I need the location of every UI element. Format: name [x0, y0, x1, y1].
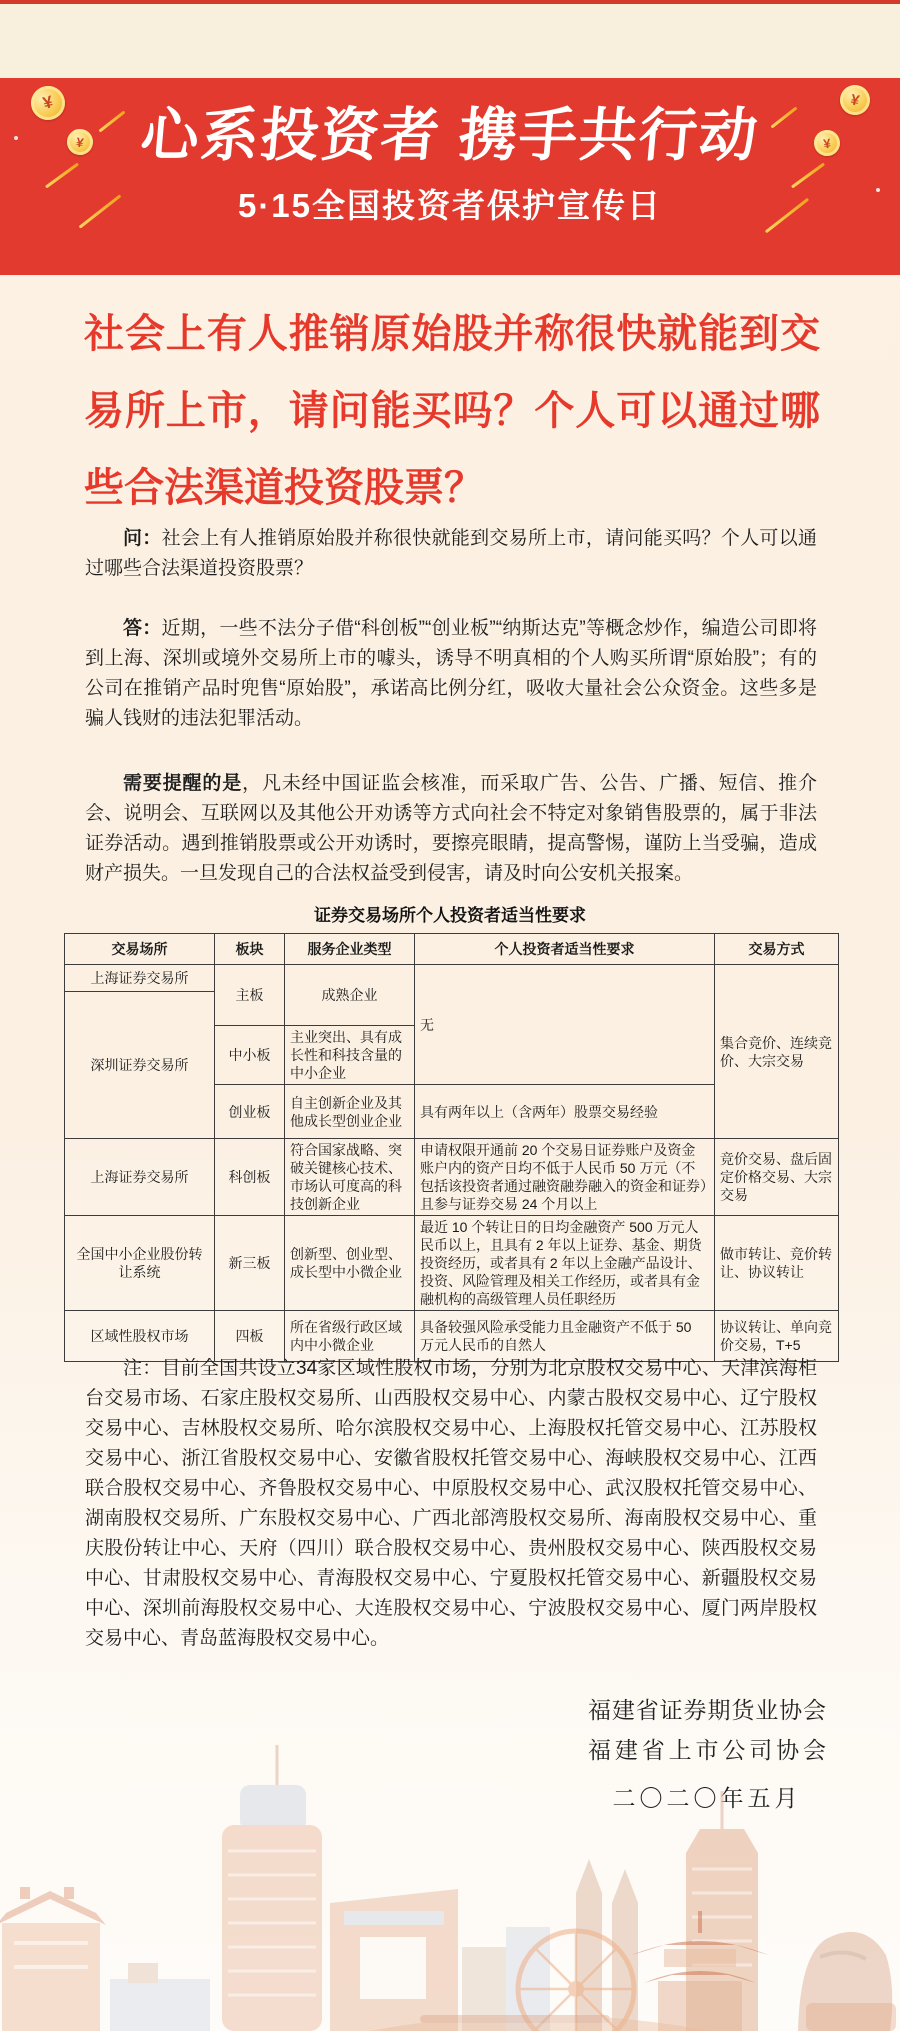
reminder-label: 需要提醒的是 — [123, 773, 243, 794]
header-investor-requirement: 个人投资者适当性要求 — [415, 934, 715, 965]
banner-title: 心系投资者 携手共行动 — [138, 103, 762, 168]
cell-regional-type: 所在省级行政区域内中小微企业 — [285, 1311, 415, 1362]
suitability-table — [64, 933, 839, 1362]
cell-gem-board: 创业板 — [215, 1085, 285, 1139]
cell-sme-board: 中小板 — [215, 1026, 285, 1085]
sparkle-dot — [876, 188, 880, 192]
cell-sme-type: 主业突出、具有成长性和科技含量的中小企业 — [285, 1026, 415, 1085]
coin-icon: ¥ — [27, 82, 68, 123]
table-header-row — [65, 934, 839, 965]
cell-star-requirement: 申请权限开通前 20 个交易日证券账户及资金账户内的资产日均不低于人民币 50 万元（不包括该投资者通过融资融券融入的资金和证券）且参与证券交易 24 个月以上 — [415, 1139, 715, 1216]
header-board: 板块 — [215, 934, 285, 965]
question-text: 社会上有人推销原始股并称很快就能到交易所上市，请问能买吗？个人可以通过哪些合法渠道投资股票？ — [85, 528, 817, 579]
table-row — [65, 1216, 839, 1311]
cell-regional-market: 区域性股权市场 — [65, 1311, 215, 1362]
cell-main-board: 主板 — [215, 965, 285, 1026]
cell-shenzhen-exchange: 深圳证券交易所 — [65, 992, 215, 1139]
cell-neeq-requirement: 最近 10 个转让日的日均金融资产 500 万元人民币以上，且具有 2 年以上证券、基金、期货投资经历，或者具有 2 年以上金融产品设计、投资、风险管理及相关工作经历，或者具有金融机构的高级管理人员任职经历 — [415, 1216, 715, 1311]
cell-shanghai-exchange: 上海证券交易所 — [65, 965, 215, 992]
coin-icon: ¥ — [65, 127, 95, 157]
reminder-text: ，凡未经中国证监会核准，而采取广告、公告、广播、短信、推介会、说明会、互联网以及其他公开劝诱等方式向社会不特定对象销售股票的，属于非法证券活动。遇到推销股票或公开劝诱时，要擦亮眼睛，提高警惕，谨防上当受骗，造成财产损失。一旦发现自己的合法权益受到侵害，请及时向公安机关报案。 — [85, 773, 817, 884]
cell-gem-requirement: 具有两年以上（含两年）股票交易经验 — [415, 1085, 715, 1139]
header-venue: 交易场所 — [65, 934, 215, 965]
table-title: 证券交易场所个人投资者适当性要求 — [314, 906, 586, 925]
note-paragraph: 注：目前全国共设立34家区域性股权市场，分别为北京股权交易中心、天津滨海柜台交易市场、石家庄股权交易所、山西股权交易中心、内蒙古股权交易中心、辽宁股权交易中心、吉林股权交易所、哈尔滨股权交易中心、上海股权托管交易中心、江苏股权交易中心、浙江省股权交易中心、安徽省股权托管交易中心、海峡股权交易中心、江西联合股权交易中心、齐鲁股权交易中心、中原股权交易中心、武汉股权托管交易中心、湖南股权交易所、广东股权交易中心、广西北部湾股权交易所、海南股权交易中心、重庆股份转让中心、天府（四川）联合股权交易中心、贵州股权交易中心、陕西股权交易中心、甘肃股权交易中心、青海股权交易中心、宁夏股权托管交易中心、新疆股权交易中心、深圳前海股权交易中心、大连股权交易中心、宁波股权交易中心、厦门两岸股权交易中心、青岛蓝海股权交易中心。 — [85, 1358, 817, 1649]
table-row — [65, 965, 839, 992]
cell-mature-enterprise: 成熟企业 — [285, 965, 415, 1026]
coin-icon: ¥ — [812, 128, 841, 157]
cell-neeq-board: 新三板 — [215, 1216, 285, 1311]
reminder-paragraph — [85, 769, 817, 889]
cell-no-requirement: 无 — [415, 965, 715, 1085]
cell-gem-type: 自主创新企业及其他成长型创业企业 — [285, 1085, 415, 1139]
cell-neeq-trading: 做市转让、竞价转让、协议转让 — [715, 1216, 839, 1311]
cell-star-board: 科创板 — [215, 1139, 285, 1216]
footer-signature — [588, 1690, 826, 1813]
cell-regional-requirement: 具备较强风险承受能力且金融资产不低于 50 万元人民币的自然人 — [415, 1311, 715, 1362]
cell-shanghai-exchange-star: 上海证券交易所 — [65, 1139, 215, 1216]
cell-neeq-system: 全国中小企业股份转让系统 — [65, 1216, 215, 1311]
table-row — [65, 1139, 839, 1216]
cell-star-type: 符合国家战略、突破关键核心技术、市场认可度高的科技创新企业 — [285, 1139, 415, 1216]
cell-star-trading: 竞价交易、盘后固定价格交易、大宗交易 — [715, 1139, 839, 1216]
banner — [0, 78, 900, 275]
answer-text: 近期，一些不法分子借“科创板”“创业板”“纳斯达克”等概念炒作，编造公司即将到上海、深圳或境外交易所上市的噱头，诱导不明真相的个人购买所谓“原始股”；有的公司在推销产品时兜售“原始股”，承诺高比例分红，吸收大量社会公众资金。这些多是骗人钱财的违法犯罪活动。 — [85, 618, 817, 729]
header-enterprise-type: 服务企业类型 — [285, 934, 415, 965]
headline-question: 社会上有人推销原始股并称很快就能到交易所上市，请问能买吗？个人可以通过哪些合法渠道投资股票？ — [84, 312, 820, 510]
cell-regional-trading: 协议转让、单向竞价交易，T+5 — [715, 1311, 839, 1362]
answer-label: 答： — [123, 618, 162, 639]
cell-fourth-board: 四板 — [215, 1311, 285, 1362]
coin-icon: ¥ — [837, 82, 873, 118]
header-trading-method: 交易方式 — [715, 934, 839, 965]
cell-neeq-type: 创新型、创业型、成长型中小微企业 — [285, 1216, 415, 1311]
answer-paragraph — [85, 614, 817, 734]
footer-date: 二〇二〇年五月 — [612, 1785, 802, 1811]
question-label: 问： — [123, 528, 162, 549]
footer-org-1: 福建省证券期货业协会 — [588, 1697, 826, 1723]
top-cream-band — [0, 4, 900, 78]
question-paragraph — [85, 524, 817, 584]
footer-org-2: 福建省上市公司协会 — [588, 1737, 826, 1763]
cell-trading-method-1: 集合竞价、连续竞价、大宗交易 — [715, 965, 839, 1139]
banner-subtitle: 5·15全国投资者保护宣传日 — [237, 187, 663, 224]
